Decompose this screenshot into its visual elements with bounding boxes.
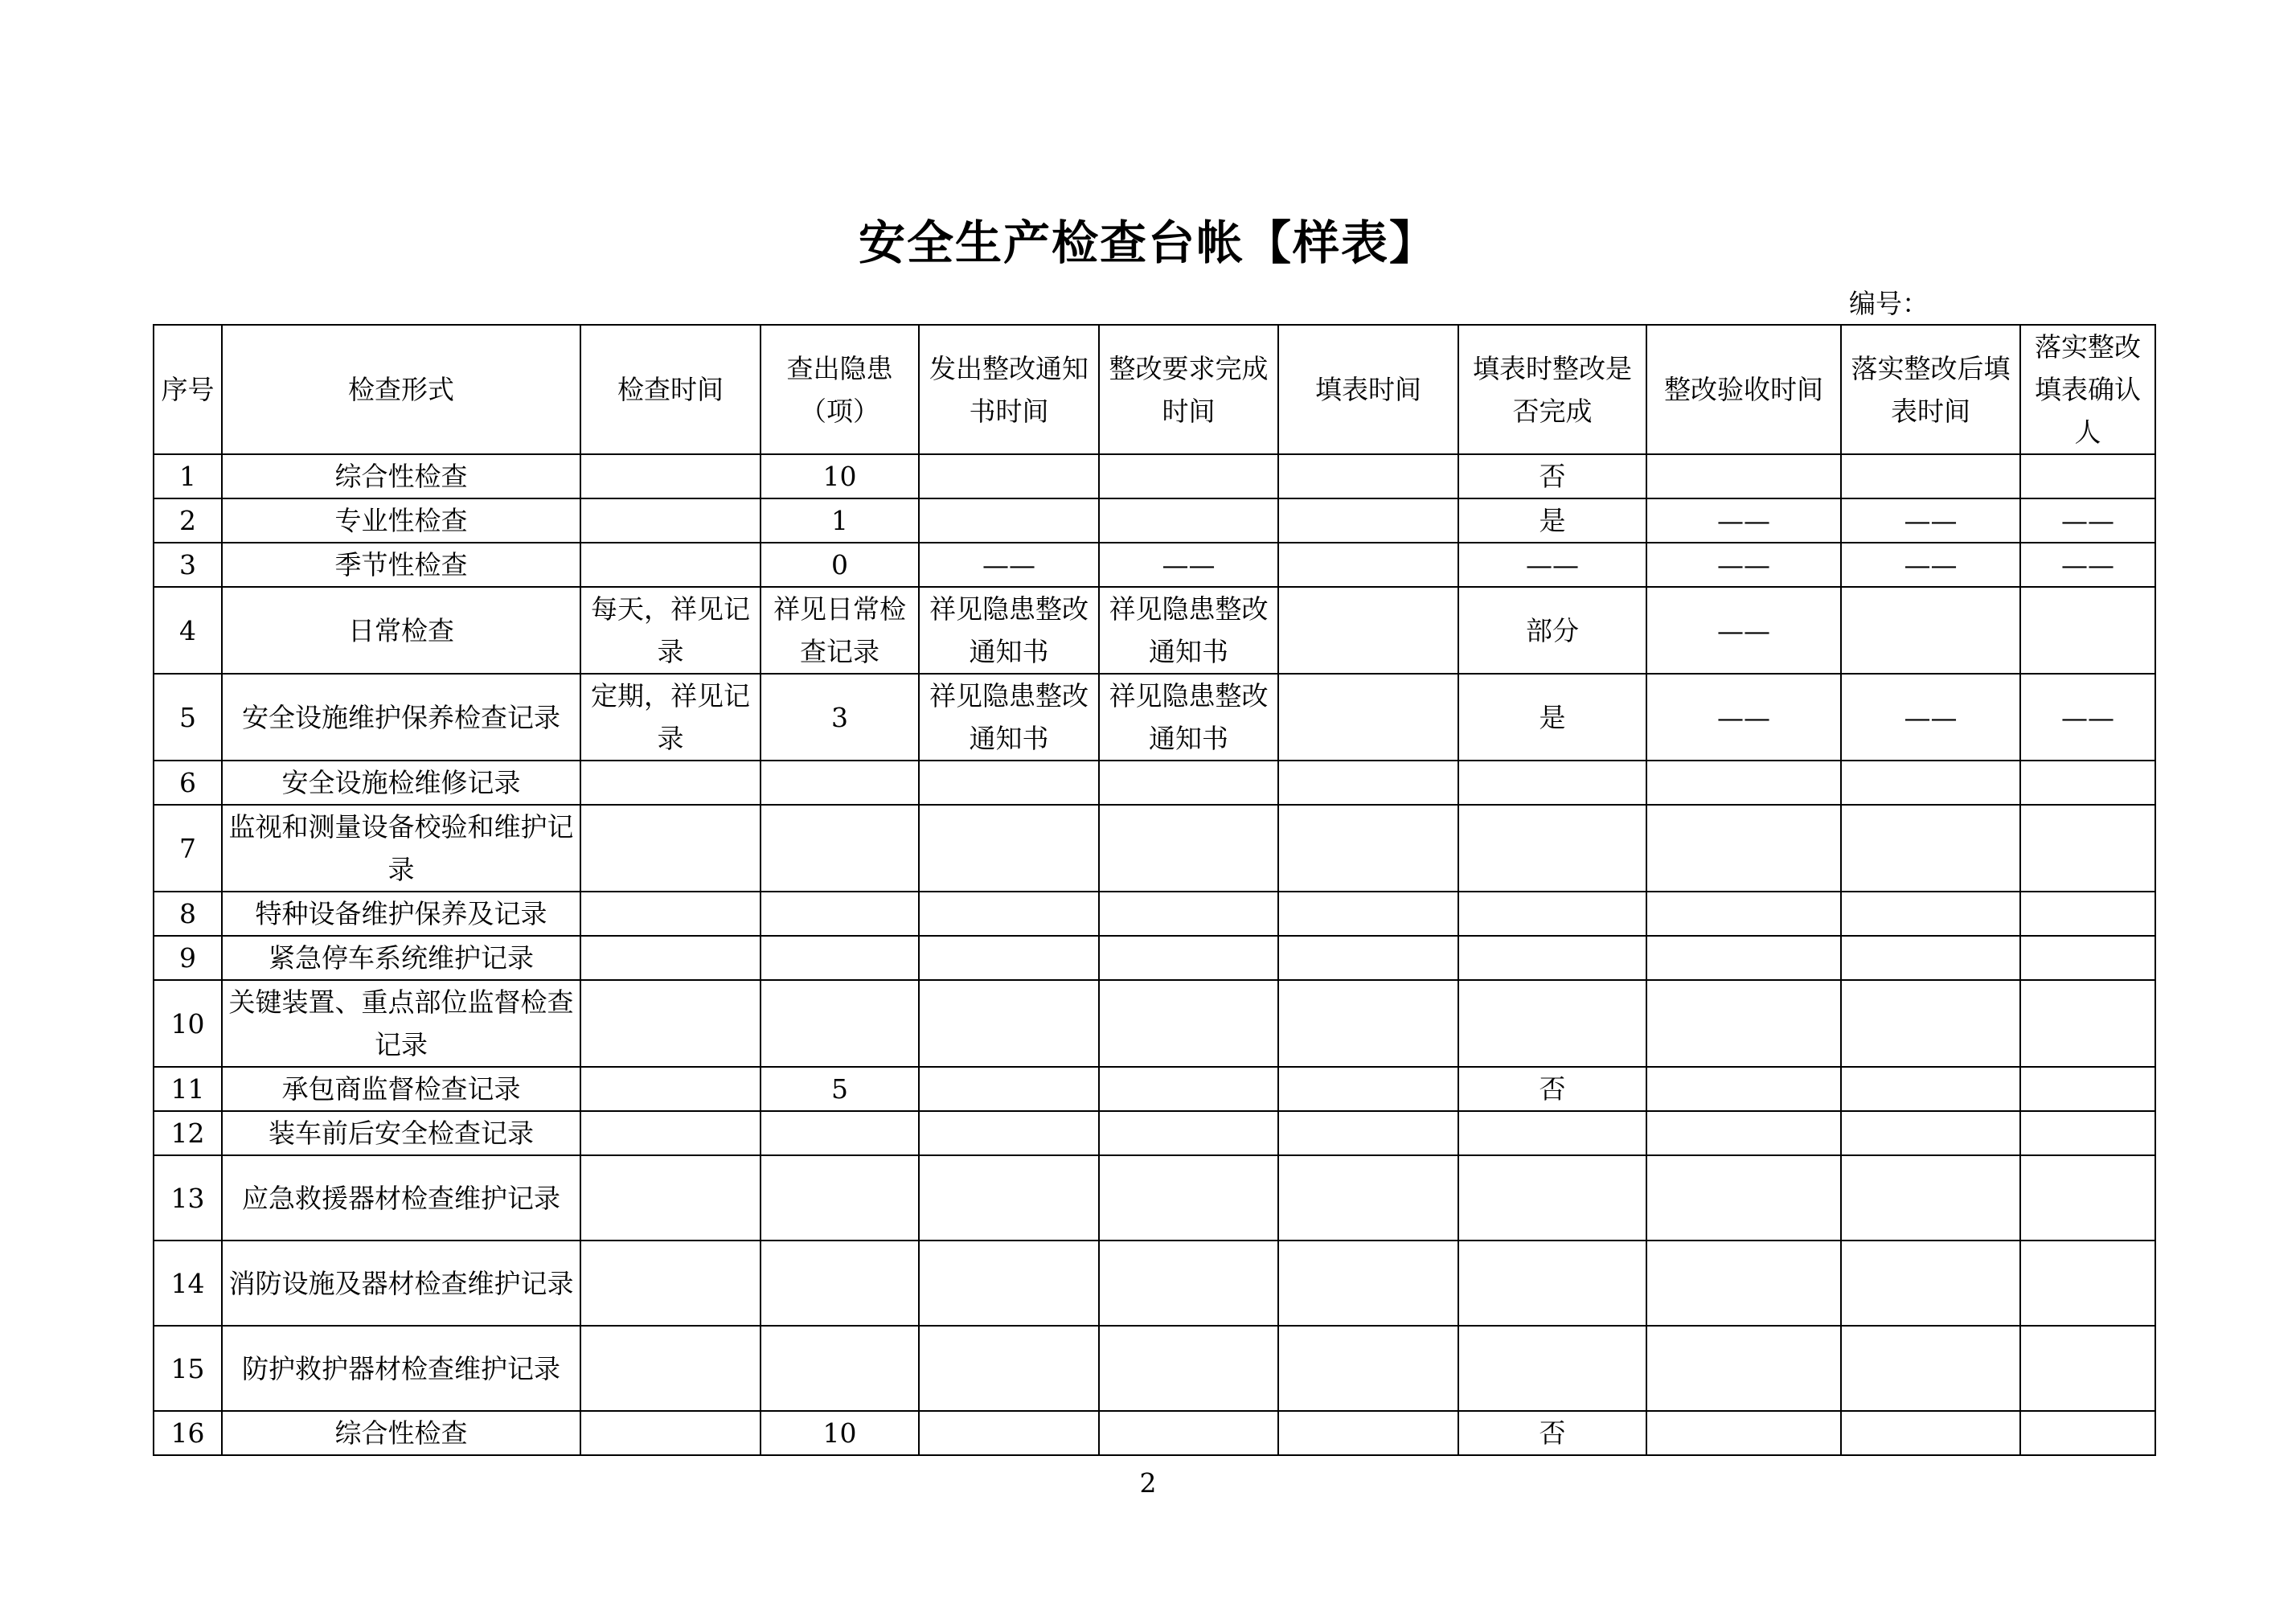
- table-cell: 特种设备维护保养及记录: [222, 892, 580, 936]
- table-cell: 10: [761, 454, 919, 498]
- table-cell: [2020, 980, 2155, 1067]
- table-cell: 紧急停车系统维护记录: [222, 936, 580, 980]
- column-header: 落实整改后填表时间: [1841, 325, 2020, 454]
- table-cell: ——: [1646, 498, 1841, 543]
- table-cell: [1099, 1067, 1278, 1111]
- table-cell: 应急救援器材检查维护记录: [222, 1155, 580, 1241]
- table-cell: ——: [1841, 543, 2020, 587]
- table-cell: [1458, 1241, 1646, 1326]
- table-cell: [2020, 587, 2155, 674]
- table-cell: 13: [154, 1155, 222, 1241]
- table-cell: [1841, 761, 2020, 805]
- table-cell: [1278, 761, 1458, 805]
- table-cell: ——: [2020, 543, 2155, 587]
- column-header: 查出隐患（项）: [761, 325, 919, 454]
- table-cell: 1: [154, 454, 222, 498]
- table-cell: 专业性检查: [222, 498, 580, 543]
- table-cell: 10: [761, 1411, 919, 1455]
- table-cell: [1278, 892, 1458, 936]
- table-cell: ——: [1646, 674, 1841, 761]
- table-cell: 10: [154, 980, 222, 1067]
- table-cell: [2020, 805, 2155, 892]
- table-cell: [1278, 674, 1458, 761]
- table-cell: 0: [761, 543, 919, 587]
- table-row: [154, 980, 2155, 1067]
- table-cell: [1099, 980, 1278, 1067]
- serial-number-label: 编号：: [1849, 288, 1929, 319]
- table-cell: [580, 454, 761, 498]
- table-cell: [1099, 1111, 1278, 1155]
- table-row: [154, 805, 2155, 892]
- table-cell: [1278, 498, 1458, 543]
- table-cell: [2020, 1411, 2155, 1455]
- table-cell: [2020, 1241, 2155, 1326]
- table-cell: [1278, 805, 1458, 892]
- table-row: [154, 674, 2155, 761]
- table-cell: [1458, 936, 1646, 980]
- table-row: [154, 1067, 2155, 1111]
- table-cell: 否: [1458, 1067, 1646, 1111]
- table-cell: 11: [154, 1067, 222, 1111]
- table-cell: 监视和测量设备校验和维护记录: [222, 805, 580, 892]
- table-cell: 祥见日常检查记录: [761, 587, 919, 674]
- column-header: 落实整改填表确认人: [2020, 325, 2155, 454]
- table-cell: 防护救护器材检查维护记录: [222, 1326, 580, 1411]
- table-cell: [1841, 587, 2020, 674]
- table-cell: [1099, 1241, 1278, 1326]
- table-cell: [1099, 454, 1278, 498]
- table-cell: [761, 892, 919, 936]
- table-row: [154, 1155, 2155, 1241]
- table-cell: [1458, 1155, 1646, 1241]
- table-cell: [1646, 761, 1841, 805]
- table-cell: ——: [1841, 498, 2020, 543]
- table-cell: ——: [1458, 543, 1646, 587]
- table-cell: [1278, 1326, 1458, 1411]
- table-cell: 是: [1458, 498, 1646, 543]
- table-cell: [580, 761, 761, 805]
- table-header-row: [154, 325, 2155, 454]
- table-cell: 16: [154, 1411, 222, 1455]
- table-cell: 是: [1458, 674, 1646, 761]
- table-cell: [1278, 543, 1458, 587]
- table-cell: [1458, 1326, 1646, 1411]
- table-cell: [1646, 1241, 1841, 1326]
- table-row: [154, 1411, 2155, 1455]
- table-cell: [1458, 1111, 1646, 1155]
- table-cell: [1841, 1411, 2020, 1455]
- table-cell: [2020, 1326, 2155, 1411]
- table-cell: [1458, 980, 1646, 1067]
- table-cell: [580, 805, 761, 892]
- inspection-ledger-table: [153, 324, 2156, 1456]
- table-cell: [1458, 805, 1646, 892]
- table-cell: [1278, 1155, 1458, 1241]
- table-cell: [761, 1155, 919, 1241]
- column-header: 发出整改通知书时间: [919, 325, 1099, 454]
- table-cell: [580, 936, 761, 980]
- table-cell: 季节性检查: [222, 543, 580, 587]
- table-cell: 祥见隐患整改通知书: [919, 674, 1099, 761]
- table-cell: [2020, 1067, 2155, 1111]
- table-cell: [919, 936, 1099, 980]
- table-cell: [580, 1111, 761, 1155]
- table-cell: 5: [154, 674, 222, 761]
- table-cell: 否: [1458, 1411, 1646, 1455]
- table-cell: [1099, 498, 1278, 543]
- table-cell: [761, 936, 919, 980]
- table-cell: [1278, 454, 1458, 498]
- table-cell: 安全设施检维修记录: [222, 761, 580, 805]
- table-cell: [1099, 1411, 1278, 1455]
- table-cell: [1841, 1155, 2020, 1241]
- table-cell: [761, 1241, 919, 1326]
- table-cell: 定期，祥见记录: [580, 674, 761, 761]
- table-cell: [919, 1111, 1099, 1155]
- table-cell: [1458, 761, 1646, 805]
- table-cell: [1099, 1326, 1278, 1411]
- table-cell: 祥见隐患整改通知书: [1099, 674, 1278, 761]
- table-cell: [1099, 936, 1278, 980]
- table-cell: [1278, 1111, 1458, 1155]
- table-cell: [1646, 1411, 1841, 1455]
- table-cell: [1646, 1067, 1841, 1111]
- table-cell: 7: [154, 805, 222, 892]
- table-row: [154, 761, 2155, 805]
- table-cell: [1646, 805, 1841, 892]
- table-cell: [580, 1241, 761, 1326]
- table-cell: ——: [1099, 543, 1278, 587]
- table-cell: [761, 761, 919, 805]
- table-cell: [1646, 936, 1841, 980]
- table-cell: [919, 498, 1099, 543]
- table-row: [154, 1326, 2155, 1411]
- table-cell: ——: [919, 543, 1099, 587]
- table-cell: [580, 1155, 761, 1241]
- table-cell: [1278, 980, 1458, 1067]
- table-cell: [2020, 761, 2155, 805]
- table-cell: 否: [1458, 454, 1646, 498]
- table-cell: [580, 1067, 761, 1111]
- table-cell: [1841, 980, 2020, 1067]
- table-cell: ——: [2020, 498, 2155, 543]
- table-cell: [1841, 805, 2020, 892]
- table-cell: ——: [1646, 543, 1841, 587]
- table-cell: [919, 761, 1099, 805]
- table-cell: 消防设施及器材检查维护记录: [222, 1241, 580, 1326]
- table-row: [154, 543, 2155, 587]
- table-cell: [1646, 980, 1841, 1067]
- table-cell: 综合性检查: [222, 454, 580, 498]
- column-header: 整改要求完成时间: [1099, 325, 1278, 454]
- table-row: [154, 587, 2155, 674]
- table-cell: 安全设施维护保养检查记录: [222, 674, 580, 761]
- table-row: [154, 1241, 2155, 1326]
- column-header: 检查时间: [580, 325, 761, 454]
- table-row: [154, 498, 2155, 543]
- table-cell: 祥见隐患整改通知书: [919, 587, 1099, 674]
- table-cell: [919, 980, 1099, 1067]
- table-cell: [1841, 892, 2020, 936]
- column-header: 填表时整改是否完成: [1458, 325, 1646, 454]
- table-cell: 15: [154, 1326, 222, 1411]
- table-cell: [1841, 1326, 2020, 1411]
- table-cell: [1099, 761, 1278, 805]
- table-cell: ——: [1841, 674, 2020, 761]
- table-cell: 3: [761, 674, 919, 761]
- table-cell: 日常检查: [222, 587, 580, 674]
- table-cell: 5: [761, 1067, 919, 1111]
- table-cell: [580, 980, 761, 1067]
- table-cell: [1841, 936, 2020, 980]
- table-cell: [1278, 1241, 1458, 1326]
- column-header: 检查形式: [222, 325, 580, 454]
- table-cell: [761, 980, 919, 1067]
- table-cell: [919, 1326, 1099, 1411]
- table-row: [154, 892, 2155, 936]
- table-cell: [2020, 892, 2155, 936]
- table-cell: [1646, 1326, 1841, 1411]
- column-header: 整改验收时间: [1646, 325, 1841, 454]
- table-cell: 关键装置、重点部位监督检查记录: [222, 980, 580, 1067]
- table-cell: ——: [1646, 587, 1841, 674]
- column-header: 序号: [154, 325, 222, 454]
- table-cell: [1841, 1111, 2020, 1155]
- table-cell: [1646, 1155, 1841, 1241]
- table-cell: 2: [154, 498, 222, 543]
- table-cell: [2020, 1111, 2155, 1155]
- table-cell: [1841, 1067, 2020, 1111]
- table-cell: [1278, 587, 1458, 674]
- table-cell: 祥见隐患整改通知书: [1099, 587, 1278, 674]
- table-cell: 6: [154, 761, 222, 805]
- table-cell: [761, 1326, 919, 1411]
- table-cell: [1278, 936, 1458, 980]
- table-cell: [580, 498, 761, 543]
- table-cell: [1099, 805, 1278, 892]
- table-cell: 12: [154, 1111, 222, 1155]
- table-cell: 每天，祥见记录: [580, 587, 761, 674]
- table-cell: [1278, 1411, 1458, 1455]
- page-number: 2: [1139, 1467, 1157, 1499]
- table-cell: [761, 805, 919, 892]
- table-cell: [580, 543, 761, 587]
- table-cell: 14: [154, 1241, 222, 1326]
- table-cell: ——: [2020, 674, 2155, 761]
- table-cell: [919, 1241, 1099, 1326]
- table-cell: 综合性检查: [222, 1411, 580, 1455]
- table-cell: 8: [154, 892, 222, 936]
- table-cell: [919, 454, 1099, 498]
- table-cell: 1: [761, 498, 919, 543]
- table-cell: [2020, 936, 2155, 980]
- table-cell: [919, 1155, 1099, 1241]
- table-row: [154, 454, 2155, 498]
- page-title: 安全生产检查台帐【样表】: [858, 215, 1437, 270]
- table-cell: [2020, 1155, 2155, 1241]
- table-cell: [1099, 892, 1278, 936]
- table-cell: 3: [154, 543, 222, 587]
- table-cell: 承包商监督检查记录: [222, 1067, 580, 1111]
- table-cell: [919, 805, 1099, 892]
- table-cell: [1458, 892, 1646, 936]
- table-cell: [919, 1411, 1099, 1455]
- table-cell: [761, 1111, 919, 1155]
- table-cell: [1099, 1155, 1278, 1241]
- column-header: 填表时间: [1278, 325, 1458, 454]
- table-row: [154, 1111, 2155, 1155]
- table-cell: [1278, 1067, 1458, 1111]
- table-cell: 部分: [1458, 587, 1646, 674]
- table-cell: [580, 1326, 761, 1411]
- table-cell: 4: [154, 587, 222, 674]
- table-cell: [919, 892, 1099, 936]
- table-cell: 9: [154, 936, 222, 980]
- table-cell: [1646, 454, 1841, 498]
- table-cell: 装车前后安全检查记录: [222, 1111, 580, 1155]
- table-cell: [2020, 454, 2155, 498]
- table-cell: [1646, 892, 1841, 936]
- table-cell: [580, 892, 761, 936]
- table-cell: [919, 1067, 1099, 1111]
- table-cell: [1841, 454, 2020, 498]
- table-cell: [1841, 1241, 2020, 1326]
- table-cell: [1646, 1111, 1841, 1155]
- table-cell: [580, 1411, 761, 1455]
- table-row: [154, 936, 2155, 980]
